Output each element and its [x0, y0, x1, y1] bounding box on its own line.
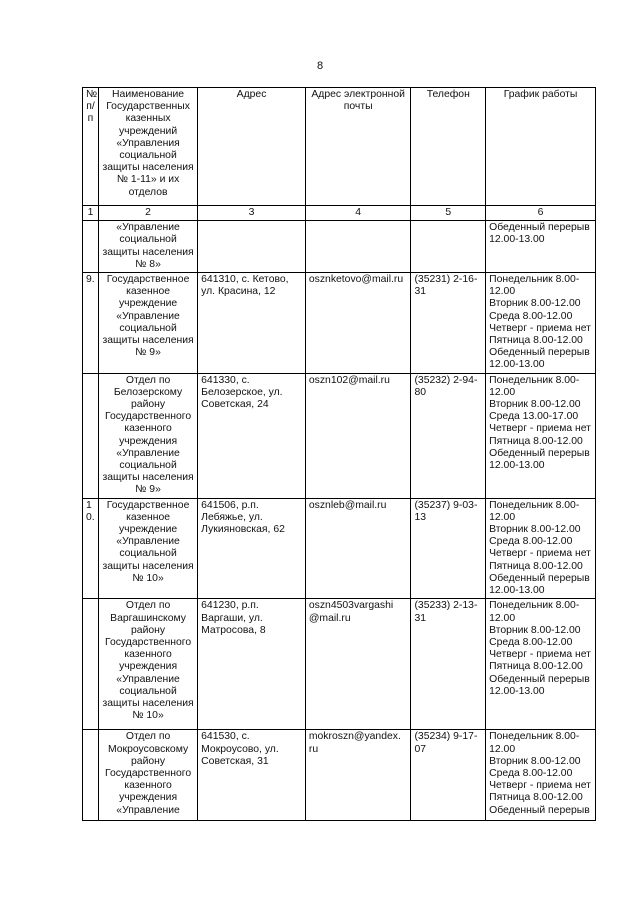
schedule-line: Вторник 8.00-12.00: [489, 524, 581, 536]
row-number: 10.: [83, 498, 99, 599]
row-number: 9.: [83, 273, 99, 374]
page-number: 8: [316, 60, 324, 72]
institution-name: Отдел по Мокроусовскому району Государственного казенного учреждения «Управление: [98, 730, 197, 821]
work-schedule: [486, 498, 596, 599]
header-schedule: График работы: [486, 88, 596, 206]
institution-email: osznleb@mail.ru: [305, 498, 411, 599]
work-schedule: [486, 599, 596, 730]
column-index: 5: [411, 206, 486, 221]
schedule-line: 12.00-13.00: [489, 585, 545, 597]
institution-name: Государственное казенное учреждение «Управление социальной защиты населения № 9»: [98, 273, 197, 374]
schedule-line: 12.00-13.00: [489, 234, 545, 246]
schedule-line: 12.00: [489, 743, 516, 755]
institution-name: «Управление социальной защиты населения № 8»: [98, 221, 197, 273]
schedule-line: Пятница 8.00-12.00: [489, 435, 583, 447]
institution-address: [198, 221, 306, 273]
column-index: 1: [83, 206, 99, 221]
schedule-line: Вторник 8.00-12.00: [489, 399, 581, 411]
table-row: [83, 221, 596, 273]
schedule-line: Четверг - приема нет: [489, 780, 591, 792]
schedule-line: Обеденный перерыв: [489, 673, 590, 685]
work-schedule: [486, 373, 596, 498]
schedule-line: Пятница 8.00-12.00: [489, 560, 583, 572]
column-index: 4: [305, 206, 411, 221]
table-row: [83, 373, 596, 498]
table-row: [83, 273, 596, 374]
schedule-line: Обеденный перерыв: [489, 572, 590, 584]
institution-address: 641310, с. Кетово, ул. Красина, 12: [198, 273, 306, 374]
header-address: Адрес: [198, 88, 306, 206]
schedule-line: Пятница 8.00-12.00: [489, 792, 583, 804]
row-number: [83, 730, 99, 821]
schedule-line: Четверг - приема нет: [489, 423, 591, 435]
schedule-line: 12.00: [489, 286, 516, 298]
schedule-line: Понедельник 8.00-: [489, 274, 580, 286]
schedule-line: Вторник 8.00-12.00: [489, 755, 581, 767]
row-number: [83, 221, 99, 273]
work-schedule: [486, 730, 596, 821]
institution-phone: (35232) 2-94-80: [411, 373, 486, 498]
institution-email: mokroszn@yandex. ru: [305, 730, 411, 821]
institution-address: 641230, р.п. Варгаши, ул. Матросова, 8: [198, 599, 306, 730]
column-index-row: [83, 206, 596, 221]
institution-email: oszn4503vargashi @mail.ru: [305, 599, 411, 730]
schedule-line: Понедельник 8.00-: [489, 374, 580, 386]
institution-address: 641506, р.п. Лебяжье, ул. Лукияновская, 62: [198, 498, 306, 599]
schedule-line: Среда 8.00-12.00: [489, 636, 573, 648]
schedule-line: 12.00-13.00: [489, 359, 545, 371]
schedule-line: Понедельник 8.00-: [489, 499, 580, 511]
schedule-line: 12.00-13.00: [489, 460, 545, 472]
schedule-line: Четверг - приема нет: [489, 649, 591, 661]
column-index: 6: [486, 206, 596, 221]
schedule-line: Вторник 8.00-12.00: [489, 298, 581, 310]
institution-name: Отдел по Варгашинскому району Государственного казенного учреждения «Управление социальной защиты населения № 10»: [98, 599, 197, 730]
institutions-table: [82, 87, 596, 821]
schedule-line: Вторник 8.00-12.00: [489, 624, 581, 636]
schedule-line: Четверг - приема нет: [489, 322, 591, 334]
schedule-line: Обеденный перерыв: [489, 347, 590, 359]
work-schedule: [486, 221, 596, 273]
schedule-line: Среда 8.00-12.00: [489, 767, 573, 779]
schedule-line: 12.00: [489, 386, 516, 398]
institution-email: [305, 221, 411, 273]
schedule-line: Обеденный перерыв: [489, 447, 590, 459]
schedule-line: Обеденный перерыв: [489, 804, 590, 816]
schedule-line: Среда 8.00-12.00: [489, 310, 573, 322]
schedule-line: 12.00-13.00: [489, 685, 545, 697]
table-header-row: [83, 88, 596, 206]
schedule-line: Четверг - приема нет: [489, 548, 591, 560]
header-phone: Телефон: [411, 88, 486, 206]
schedule-line: Среда 8.00-12.00: [489, 536, 573, 548]
table-row: [83, 730, 596, 821]
institution-phone: (35231) 2-16-31: [411, 273, 486, 374]
header-number: № п/п: [83, 88, 99, 206]
table-row: [83, 599, 596, 730]
schedule-line: Понедельник 8.00-: [489, 600, 580, 612]
table-row: [83, 498, 596, 599]
row-number: [83, 599, 99, 730]
institution-address: 641330, с. Белозерское, ул. Советская, 24: [198, 373, 306, 498]
institution-phone: (35234) 9-17-07: [411, 730, 486, 821]
schedule-line: Понедельник 8.00-: [489, 731, 580, 743]
institution-name: Отдел по Белозерскому району Государственного казенного учреждения «Управление социальной защиты населения № 9»: [98, 373, 197, 498]
row-number: [83, 373, 99, 498]
header-email: Адрес электронной почты: [305, 88, 411, 206]
institution-email: oszn102@mail.ru: [305, 373, 411, 498]
schedule-line: 12.00: [489, 511, 516, 523]
institution-phone: (35237) 9-03-13: [411, 498, 486, 599]
institution-phone: (35233) 2-13-31: [411, 599, 486, 730]
schedule-line: Обеденный перерыв: [489, 222, 590, 234]
header-name: Наименование Государственных казенных учреждений «Управления социальной защиты населения № 1-11» и их отделов: [98, 88, 197, 206]
institution-address: 641530, с. Мокроусово, ул. Советская, 31: [198, 730, 306, 821]
schedule-line: Пятница 8.00-12.00: [489, 661, 583, 673]
schedule-line: Среда 13.00-17.00: [489, 411, 579, 423]
work-schedule: [486, 273, 596, 374]
institution-name: Государственное казенное учреждение «Управление социальной защиты населения № 10»: [98, 498, 197, 599]
column-index: 2: [98, 206, 197, 221]
institution-email: osznketovo@mail.ru: [305, 273, 411, 374]
column-index: 3: [198, 206, 306, 221]
schedule-line: Пятница 8.00-12.00: [489, 335, 583, 347]
schedule-line: 12.00: [489, 612, 516, 624]
institution-phone: [411, 221, 486, 273]
